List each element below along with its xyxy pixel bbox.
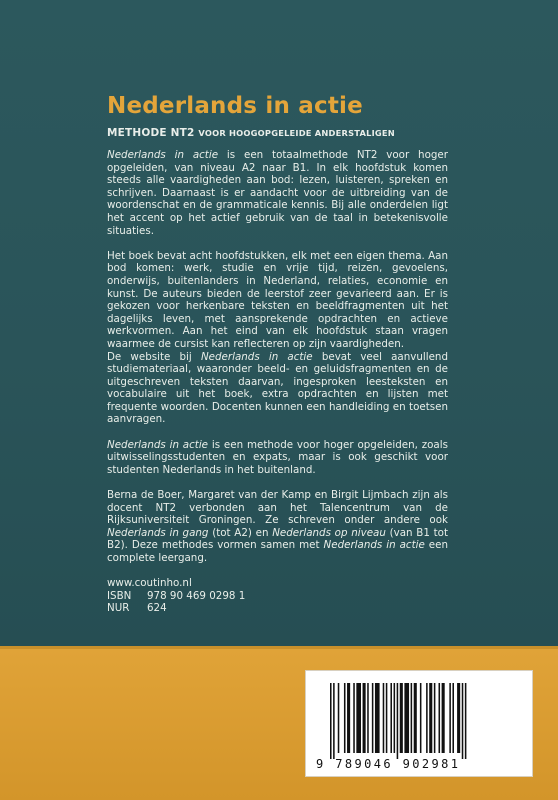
barcode-bar [344, 683, 346, 753]
barcode-bar [356, 683, 361, 753]
intro-title-italic: Nederlands in actie [107, 149, 219, 161]
barcode-bar [353, 683, 355, 753]
barcode-bar [429, 683, 432, 753]
barcode-bar [397, 683, 399, 759]
nur-row [107, 602, 448, 615]
nur-value: 624 [147, 602, 167, 615]
barcode-bar [420, 683, 422, 753]
barcode-bar [338, 683, 340, 753]
barcode-bar [375, 683, 380, 753]
audience-title-italic: Nederlands in actie [107, 438, 209, 451]
isbn-row [107, 590, 448, 603]
barcode-bar [442, 683, 445, 753]
barcode-bar [465, 683, 467, 759]
authors-title-in-actie: Nederlands in actie [323, 539, 425, 552]
blurb-content [107, 92, 448, 615]
barcode-bar [457, 683, 460, 753]
book-title: Nederlands in actie [107, 93, 363, 119]
authors-title-in-gang: Nederlands in gang [107, 526, 209, 539]
book-subtitle [107, 126, 448, 140]
barcode-bar [394, 683, 396, 753]
publication-info [107, 577, 448, 615]
barcode-bar [372, 683, 374, 753]
authors-title-op-niveau: Nederlands op niveau [272, 526, 386, 539]
isbn-value: 978 90 469 0298 1 [147, 589, 246, 602]
paragraph-website [107, 351, 448, 427]
barcode-bar [383, 683, 385, 753]
authors-text: Berna de Boer, Margaret van der Kamp en Birgit Lijmbach zijn als docent NT2 verbonden aan het Talencentrum van de Rijksuniversiteit Groningen. Ze schreven onder andere ook [107, 489, 448, 527]
audience-text: is een methode voor hoger opgeleiden, zoals uitwisselingsstudenten en expats, maar is ook geschikt voor studenten Nederlands in het buitenland. [107, 438, 448, 476]
paragraph-audience [107, 439, 448, 477]
barcode-bar [330, 683, 332, 759]
barcode-bar [449, 683, 451, 753]
authors-end: een complete leergang. [107, 539, 448, 564]
barcode-bar [426, 683, 428, 753]
intro-text: is een totaalmethode NT2 voor hoger opgeleiden, van niveau A2 naar B1. In elk hoofdstuk komen steeds alle vaardigheden aan bod: lezen, luisteren, spreken en schrijven. Daarnaast is er aandacht voor de uitbreiding van de woordenschat en de grammaticale kennis. Bij alle onderdelen ligt het accent op het actief gebruik van de taal in betekenisvolle situaties. [107, 149, 448, 237]
barcode-bar [333, 683, 335, 759]
paragraph-intro [107, 149, 448, 237]
website-after: bevat veel aanvullend studiemateriaal, waaronder beeld- en geluidsfragmenten en de uitgeschreven teksten daarvan, ingesproken leesteksten en vocabulaire uit het boek, extra opdrachten en lijsten met frequente woorden. Docenten kunnen een handleiding en toetsen aanvragen. [107, 350, 448, 426]
isbn-label: ISBN [107, 589, 132, 602]
barcode-bar [363, 683, 366, 753]
subtitle-lead: METHODE NT2 [107, 127, 195, 139]
barcode-bar [404, 683, 409, 753]
barcode [305, 670, 533, 777]
website-before: De website bij [107, 350, 192, 363]
authors-mid: (tot A2) en [212, 526, 269, 539]
barcode-bar [347, 683, 350, 753]
barcode-bar [390, 683, 392, 753]
barcode-bar [367, 683, 369, 753]
barcode-bar [386, 683, 388, 753]
website-url: www.coutinho.nl [107, 577, 192, 590]
barcode-bar [439, 683, 441, 753]
barcode-bars [330, 683, 516, 759]
nur-label: NUR [107, 602, 130, 615]
subtitle-rest: VOOR HOOGOPGELEIDE ANDERSTALIGEN [198, 128, 395, 138]
paragraph-authors [107, 489, 448, 565]
barcode-bar [434, 683, 436, 753]
barcode-digits: 9 789046 902981 [316, 757, 461, 771]
barcode-bar [452, 683, 454, 753]
website-title-italic: Nederlands in actie [200, 350, 313, 363]
barcode-bar [414, 683, 417, 753]
barcode-bar [462, 683, 464, 759]
barcode-bar [411, 683, 413, 753]
contents-text: Het boek bevat acht hoofdstukken, elk met een eigen thema. Aan bod komen: werk, studie en vrije tijd, reizen, gevoelens, onderwijs, buitenlanders in Nederland, relaties, economie en kunst. De auteurs bieden de leerstof zeer gevarieerd aan. Er is gekozen voor herkenbare teksten en beeldfragmenten uit het dagelijks leven, met aansprekende opdrachten en actieve werkvormen. Aan het eind van elk hoofdstuk staan vragen waarmee de cursist kan reflecteren op zijn vaardigheden. [107, 249, 448, 350]
authors-mid2: (van B1 tot B2). Deze methodes vormen samen met [107, 526, 448, 552]
paragraph-contents [107, 250, 448, 351]
barcode-bar [400, 683, 403, 753]
